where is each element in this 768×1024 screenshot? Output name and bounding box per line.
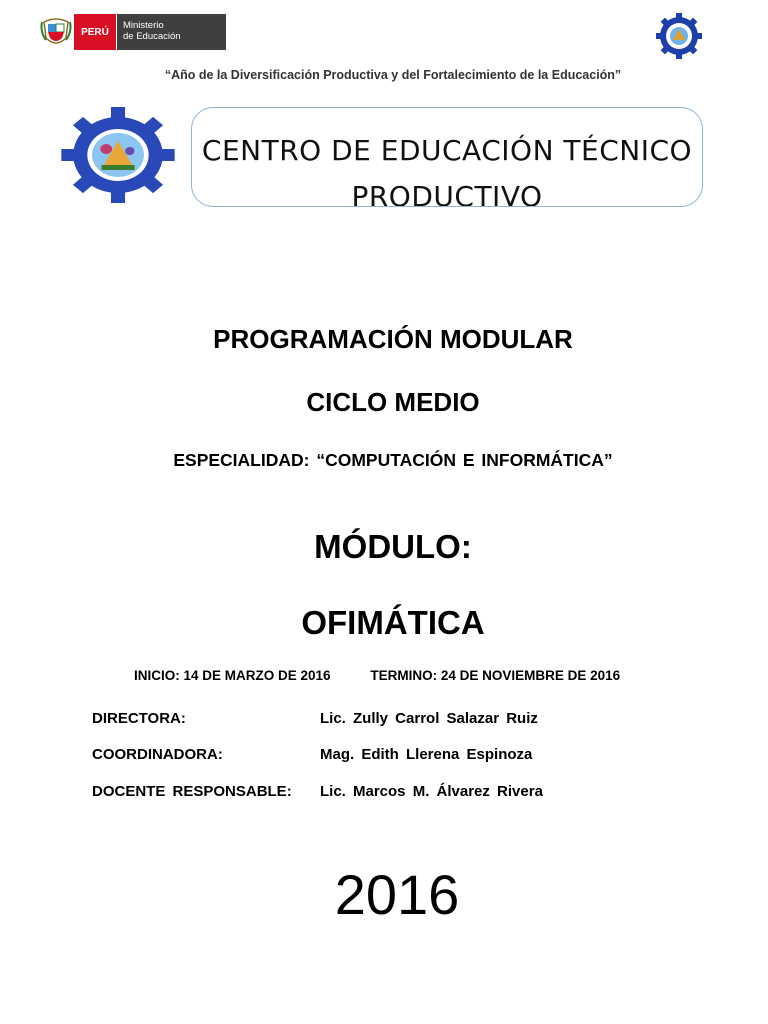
specialty-label: ESPECIALIDAD: “COMPUTACIÓN E INFORMÁTICA” xyxy=(173,450,613,470)
ministry-logo xyxy=(38,14,226,50)
country-label: PERÚ xyxy=(74,14,116,50)
staff-role: COORDINADORA: xyxy=(92,746,223,763)
staff-role: DIRECTORA: xyxy=(92,710,186,727)
ministry-line-2: de Educación xyxy=(123,31,181,42)
staff-name: Mag. Edith Llerena Espinoza xyxy=(320,746,533,763)
start-date: INICIO: 14 DE MARZO DE 2016 xyxy=(134,668,331,683)
schedule-dates xyxy=(134,668,620,683)
staff-name: Lic. Marcos M. Álvarez Rivera xyxy=(320,783,543,800)
cycle-label: CICLO MEDIO xyxy=(306,387,480,417)
document-year: 2016 xyxy=(334,863,460,926)
document-title: PROGRAMACIÓN MODULAR xyxy=(213,324,573,354)
staff-row-coordinator xyxy=(92,746,532,763)
staff-row-teacher xyxy=(92,783,543,800)
staff-row-director xyxy=(92,710,538,727)
module-heading: MÓDULO: xyxy=(314,528,472,565)
school-seal-icon xyxy=(60,107,176,203)
year-motto: “Año de la Diversificación Productiva y del Fortalecimiento de la Educación” xyxy=(164,68,622,82)
institution-title: CENTRO DE EDUCACIÓN TÉCNICO PRODUCTIVO xyxy=(201,134,693,207)
staff-name: Lic. Zully Carrol Salazar Ruiz xyxy=(320,710,538,727)
school-seal-small-icon xyxy=(655,12,703,60)
ministry-name xyxy=(116,14,226,50)
staff-role: DOCENTE RESPONSABLE: xyxy=(92,783,292,800)
coat-of-arms-icon xyxy=(38,14,74,50)
module-name: OFIMÁTICA xyxy=(301,604,485,641)
end-date: TERMINO: 24 DE NOVIEMBRE DE 2016 xyxy=(370,668,621,683)
ministry-line-1: Ministerio xyxy=(123,20,164,31)
institution-banner xyxy=(191,107,703,207)
